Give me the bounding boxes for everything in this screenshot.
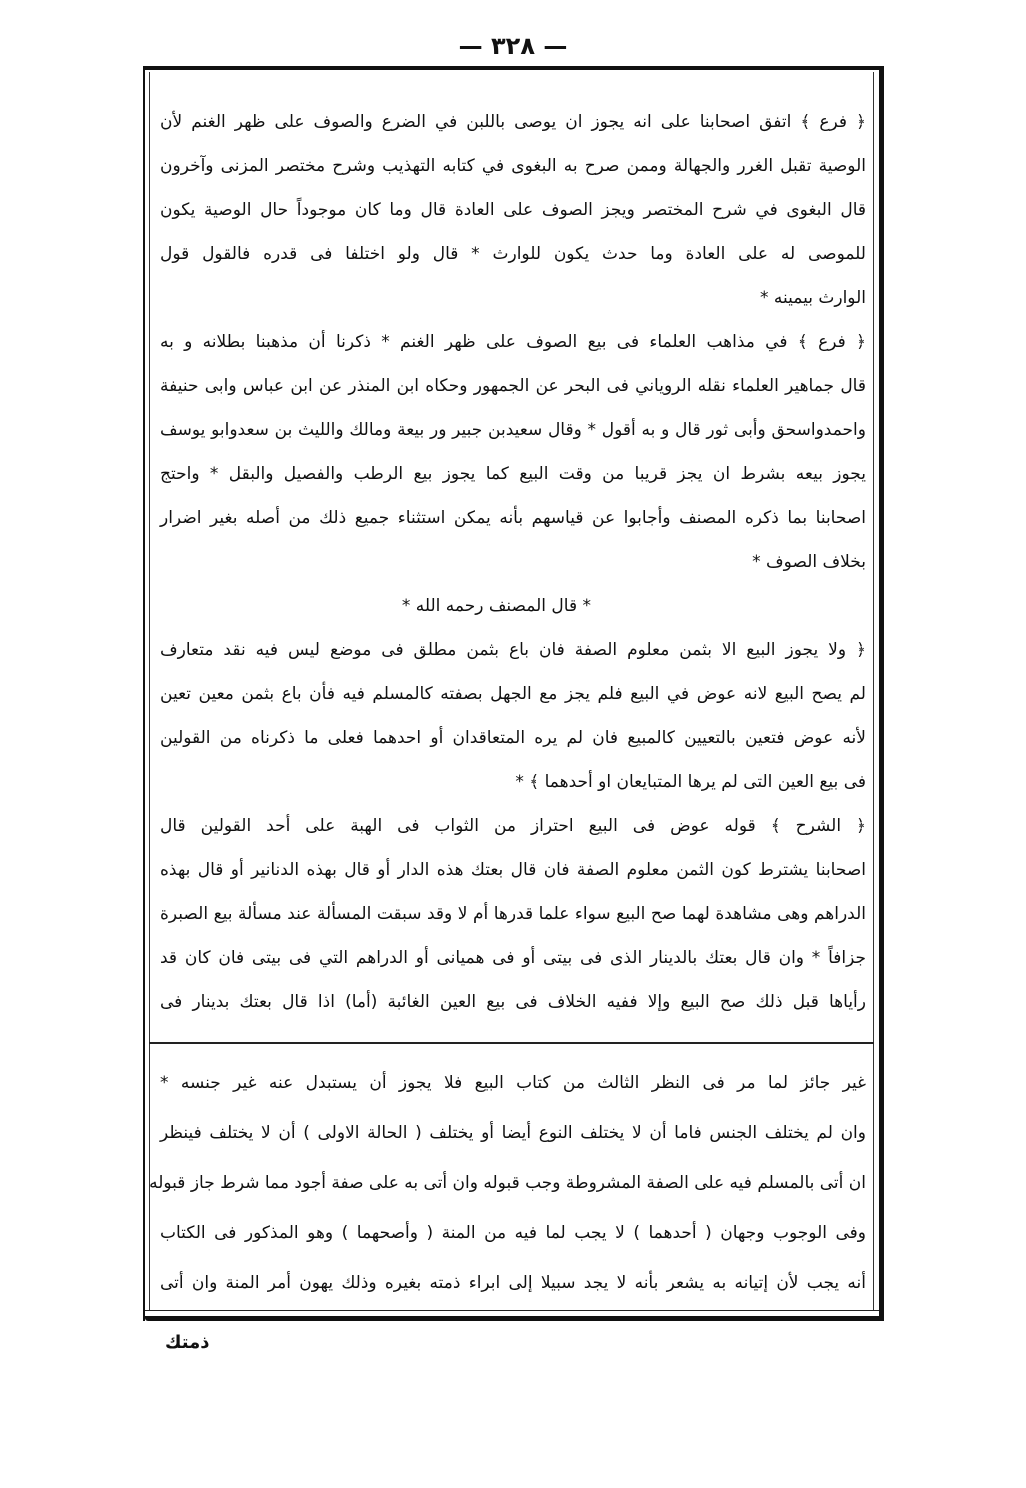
text-line: ﴿ فرع ﴾ في مذاهب العلماء فى بيع الصوف على ظهر الغنم * ذكرنا أن مذهبنا بطلانه و به [160, 332, 866, 352]
frame-border-bottom-inner [143, 1310, 884, 1311]
lower-text [149, 1058, 866, 1308]
text-line: ﴿ فرع ﴾ اتفق اصحابنا على انه يجوز ان يوصى باللبن في الضرع والصوف على ظهر الغنم لأن [160, 112, 866, 132]
text-line: لم يصح البيع لانه عوض في البيع فلم يجز مع الجهل بصفته كالمسلم فيه فأن باع بثمن معين تعين [160, 684, 866, 704]
text-line: اصحابنا بما ذكره المصنف وأجابوا عن قياسهم بأنه يمكن استثناء جميع ذلك من أصله بغير اضرار [160, 508, 866, 528]
frame-border-right-inner [873, 72, 874, 1310]
text-line: فى بيع العين التى لم يرها المتبايعان او أحدهما ﴾ * [515, 772, 866, 792]
text-line: لأنه عوض فتعين بالتعيين كالمبيع فان لم يره المتعاقدان أو احدهما فعلى ما ذكرناه من القولين [160, 728, 866, 748]
main-text [160, 100, 866, 1024]
frame-border-right [879, 66, 884, 1321]
text-line: قال جماهير العلماء نقله الروياني فى البحر عن الجمهور وحكاه ابن المنذر عن ابن عباس وابى حنيفة [160, 376, 866, 396]
text-line: قال البغوى في شرح المختصر ويجز الصوف على العادة قال وما كان موجوداً حال الوصية يكون [160, 200, 866, 220]
frame-border-top [143, 66, 884, 70]
text-line: رأياها قبل ذلك صح البيع وإلا ففيه الخلاف فى بيع العين الغائبة (أما) اذا قال بعتك بدينار فى [160, 992, 866, 1012]
main-footnote-divider [149, 1042, 874, 1044]
text-line: وفى الوجوب وجهان ( أحدهما ) لا يجب لما فيه من المنة ( وأصحهما ) وهو المذكور فى الكتاب [160, 1223, 866, 1243]
text-line: جزافاً * وان قال بعتك بالدينار الذى فى بيتى أو فى هميانى أو الدراهم التي فى بيتى فان كان قد [160, 948, 866, 968]
text-line: الوصية تقبل الغرر والجهالة وممن صرح به البغوى في كتابه التهذيب وشرح مختصر المزنى وآخرون [160, 156, 866, 176]
catchword: ذمتك [165, 1332, 210, 1353]
text-line: الدراهم وهى مشاهدة لهما صح البيع سواء علما قدرها أم لا وقد سبقت المسألة عند مسألة بيع الصبرة [160, 904, 866, 924]
text-line: للموصى له على العادة وما حدث يكون للوارث * قال ولو اختلفا فى قدره فالقول قول [160, 244, 866, 264]
text-line: واحمدواسحق وأبى ثور قال و به أقول * وقال سعيدبن جبير ور بيعة ومالك والليث بن سعدوابو يوسف [160, 420, 866, 440]
section-heading: * قال المصنف رحمه الله * [401, 596, 591, 616]
text-line: ﴿ الشرح ﴾ قوله عوض فى البيع احتراز من الثواب فى الهبة على أحد القولين قال [160, 816, 866, 836]
text-line: غير جائز لما مر فى النظر الثالث من كتاب البيع فلا يجوز أن يستبدل عنه غير جنسه * [160, 1073, 866, 1093]
text-line: اصحابنا يشترط كون الثمن معلوم الصفة فان قال بعتك هذه الدار أو قال بهذه الدنانير أو قال بهذه [160, 860, 866, 880]
text-line: وان لم يختلف الجنس فاما أن لا يختلف النوع أيضا أو يختلف ( الحالة الاولى ) أن لا يختلف فينظر [160, 1123, 866, 1143]
text-line: ﴿ ولا يجوز البيع الا بثمن معلوم الصفة فان باع بثمن مطلق فى موضع ليس فيه نقد متعارف [160, 640, 866, 660]
text-line: أنه يجب لأن إتيانه به يشعر بأنه لا يجد سبيلا إلى ابراء ذمته بغيره وذلك يهون أمر المنة وان أتى [160, 1273, 866, 1293]
text-line: ان أتى بالمسلم فيه على الصفة المشروطة وجب قبوله وان أتى به على صفة أجود مما شرط جاز قبوله [149, 1173, 866, 1193]
frame-border-left-inner [149, 72, 150, 1310]
page-number: — ٣٢٨ — [458, 32, 568, 60]
text-line: بخلاف الصوف * [752, 552, 866, 572]
text-line: يجوز بيعه بشرط ان يجز قريبا من وقت البيع كما يجوز بيع الرطب والفصيل والبقل * واحتج [160, 464, 866, 484]
frame-border-bottom [145, 1316, 884, 1321]
frame-border-left [143, 66, 145, 1321]
text-line: الوارث بيمينه * [760, 288, 866, 308]
